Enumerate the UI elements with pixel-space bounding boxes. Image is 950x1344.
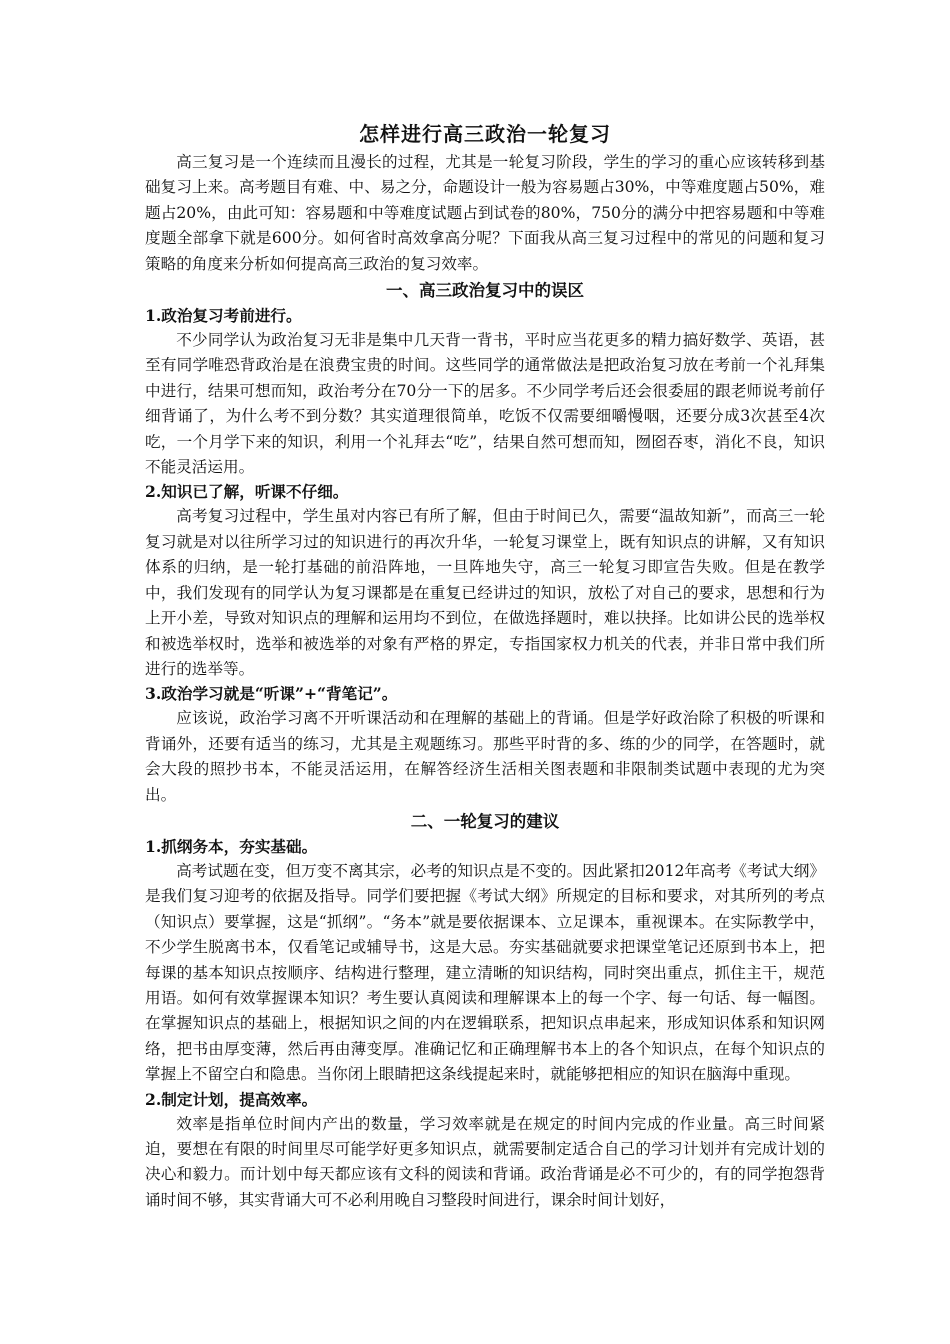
section-heading: 一、高三政治复习中的误区 xyxy=(386,281,584,301)
paragraph-careless-listening: 高考复习过程中，学生虽对内容已有所了解，但由于时间已久，需要“温故知新”，而高三一轮复习就是对以往所学习过的知识进行的再次升华，一轮复习课堂上，既有知识点的讲解，又有知识体系的归纳，是一轮打基础的前沿阵地，一旦阵地失守，高三一轮复习即宣告失败。但是在教学中，我们发现有的同学认为复习课都是在重复已经讲过的知识，放松了对自己的要求，思想和行为上开小差，导致对知识点的理解和运用均不到位，在做选择题时，难以抉择。比如讲公民的选举权和被选举权时，选举和被选举的对象有严格的界定，专指国家权力机关的代表，并非日常中我们所进行的选举等。 xyxy=(145,507,825,678)
section-heading: 二、一轮复习的建议 xyxy=(410,811,560,831)
subheading-foundation: 1.抓纲务本，夯实基础。 xyxy=(145,836,318,856)
subheading-listen-and-memorize: 3.政治学习就是“听课”+“背笔记”。 xyxy=(145,684,398,704)
intro-paragraph: 高三复习是一个连续而且漫长的过程，尤其是一轮复习阶段，学生的学习的重心应该转移到基础复习上来。高考题目有难、中、易之分，命题设计一般为容易题占30%，中等难度题占50%，难题占20%，由此可知：容易题和中等难度试题占到试卷的80%，750分的满分中把容易题和中等难度题全部拿下就是600分。如何省时高效拿高分呢？下面我从高三复习过程中的常见的问题和复习策略的角度来分析如何提高高三政治的复习效率。 xyxy=(145,153,825,273)
subheading-plan-efficiency: 2.制定计划，提高效率。 xyxy=(145,1089,318,1109)
section-misconceptions xyxy=(145,277,825,808)
subheading-careless-listening: 2.知识已了解，听课不仔细。 xyxy=(145,482,349,502)
paragraph-listen-and-memorize: 应该说，政治学习离不开听课活动和在理解的基础上的背诵。但是学好政治除了积极的听课和背诵外，还要有适当的练习，尤其是主观题练习。那些平时背的多、练的少的同学，在答题时，就会大段的照抄书本，不能灵活运用，在解答经济生活相关图表题和非限制类试题中表现的尤为突出。 xyxy=(145,709,825,804)
paragraph-foundation: 高考试题在变，但万变不离其宗，必考的知识点是不变的。因此紧扣2012年高考《考试大纲》是我们复习迎考的依据及指导。同学们要把握《考试大纲》所规定的目标和要求，对其所列的考点（知识点）要掌握，这是“抓纲”。“务本”就是要依据课本、立足课本，重视课本。在实际教学中，不少学生脱离书本，仅看笔记或辅导书，这是大忌。夯实基础就要求把课堂笔记还原到书本上，把每课的基本知识点按顺序、结构进行整理，建立清晰的知识结构，同时突出重点，抓住主干，规范用语。如何有效掌握课本知识？考生要认真阅读和理解课本上的每一个字、每一句话、每一幅图。在掌握知识点的基础上，根据知识之间的内在逻辑联系，把知识点串起来，形成知识体系和知识网络，把书由厚变薄，然后再由薄变厚。准确记忆和正确理解书本上的各个知识点，在每个知识点的掌握上不留空白和隐患。当你闭上眼睛把这条线提起来时，就能够把相应的知识在脑海中重现。 xyxy=(145,861,825,1084)
document-title: 怎样进行高三政治一轮复习 xyxy=(359,122,611,146)
subheading-exam-review: 1.政治复习考前进行。 xyxy=(145,306,302,326)
paragraph-plan-efficiency: 效率是指单位时间内产出的数量，学习效率就是在规定的时间内完成的作业量。高三时间紧迫，要想在有限的时间里尽可能学好更多知识点，就需要制定适合自己的学习计划并有完成计划的决心和毅力。而计划中每天都应该有文科的阅读和背诵。政治背诵是必不可少的，有的同学抱怨背诵时间不够，其实背诵大可不必利用晚自习整段时间进行，课余时间计划好， xyxy=(145,1114,825,1209)
section-suggestions xyxy=(145,808,825,1213)
document-page xyxy=(145,118,825,1213)
paragraph-exam-review: 不少同学认为政治复习无非是集中几天背一背书，平时应当花更多的精力搞好数学、英语，甚至有同学唯恐背政治是在浪费宝贵的时间。这些同学的通常做法是把政治复习放在考前一个礼拜集中进行，结果可想而知，政治考分在70分一下的居多。不少同学考后还会很委屈的跟老师说考前仔细背诵了，为什么考不到分数？其实道理很简单，吃饭不仅需要细嚼慢咽，还要分成3次甚至4次吃，一个月学下来的知识，利用一个礼拜去“吃”，结果自然可想而知，囫囵吞枣，消化不良，知识不能灵活运用。 xyxy=(145,331,825,477)
